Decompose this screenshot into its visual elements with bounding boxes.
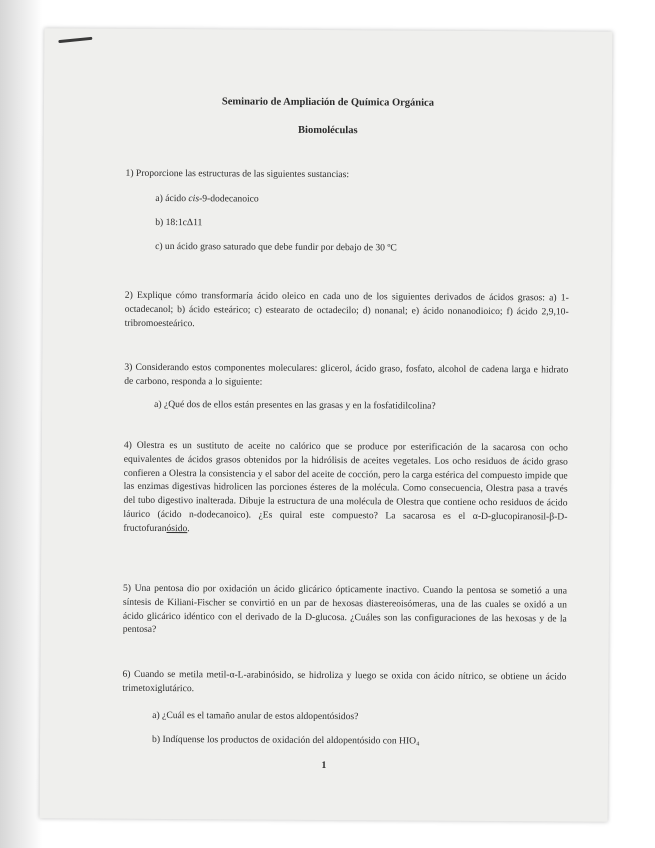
question-4: 4) Olestra es un sustituto de aceite no calórico que se produce por esterificación de la sacarosa con ocho equivalentes de ácidos grasos obtenidos por la hidrólisis de aceites vegetales. Los ocho residuos de ácido graso confieren a Olestra la consistencia y el sabor del aceite de cocción, pero la carga estérica del compuesto impide que las enzimas digestivas hidrolicen las porciones ésteres de la molécula. Como consecuencia, Olestra pasa a través del tubo digestivo inalterada. Dibuje la estructura de una molécula de Olestra que contiene ocho residuos de ácido láurico (ácido n-dodecanoico). ¿Es quiral este compuesto? La sacarosa es el α-D-glucopiranosil-β-D-fructofuranósido.: [123, 439, 568, 534]
question-6: 6) Cuando se metila metil-α-L-arabinósido, se hidroliza y luego se oxida con ácido nítrico, se obtiene un ácido trimetoxiglutárico.: [122, 668, 567, 694]
document-page: [40, 28, 613, 821]
question-1-a: a) ácido cis-9-dodecanoico: [155, 192, 259, 205]
question-1-b: b) 18:1cΔ11: [155, 216, 203, 229]
question-5: 5) Una pentosa dio por oxidación un ácido glicárico ópticamente inactivo. Cuando la pentosa se sometió a una síntesis de Kiliani-Fischer se convirtió en un par de hexosas diastereoisómeras, una de las cuales se oxidó a un ácido glicárico idéntico con el derivado de la D-glucosa. ¿Cuáles son las configuraciones de las hexosas y de la pentosa?: [122, 582, 568, 636]
document-title: Seminario de Ampliación de Química Orgánica: [221, 96, 435, 109]
question-2: 2) Explique cómo transformaría ácido oleico en cada uno de los siguientes derivados de ácidos grasos: a) 1-octadecanol; b) ácido esteárico; c) estearato de octadecilo; d) nonanal; e) ácido nonanodioico; f) ácido 2,9,10-tribromoesteárico.: [124, 289, 569, 329]
background-edge: [0, 0, 42, 848]
document-subtitle: Biomoléculas: [298, 124, 358, 137]
question-1: 1) Proporcione las estructuras de las siguientes sustancias:: [125, 167, 350, 181]
pen-mark: [58, 37, 92, 43]
question-3: 3) Considerando estos componentes moleculares: glicerol, ácido graso, fosfato, alcohol de cadena larga e hidrato de carbono, responda a lo siguiente:: [124, 361, 569, 388]
question-6-a: a) ¿Cuál es el tamaño anular de estos aldopentósidos?: [152, 709, 359, 723]
question-1-c: c) un ácido graso saturado que debe fundir por debajo de 30 ºC: [155, 240, 397, 254]
question-3-a: a) ¿Qué dos de ellos están presentes en las grasas y en la fosfatidilcolina?: [154, 398, 436, 412]
page-number: 1: [321, 759, 327, 772]
question-6-b: b) Indíquense los productos de oxidación del aldopentósido con HIO₄: [152, 733, 420, 747]
